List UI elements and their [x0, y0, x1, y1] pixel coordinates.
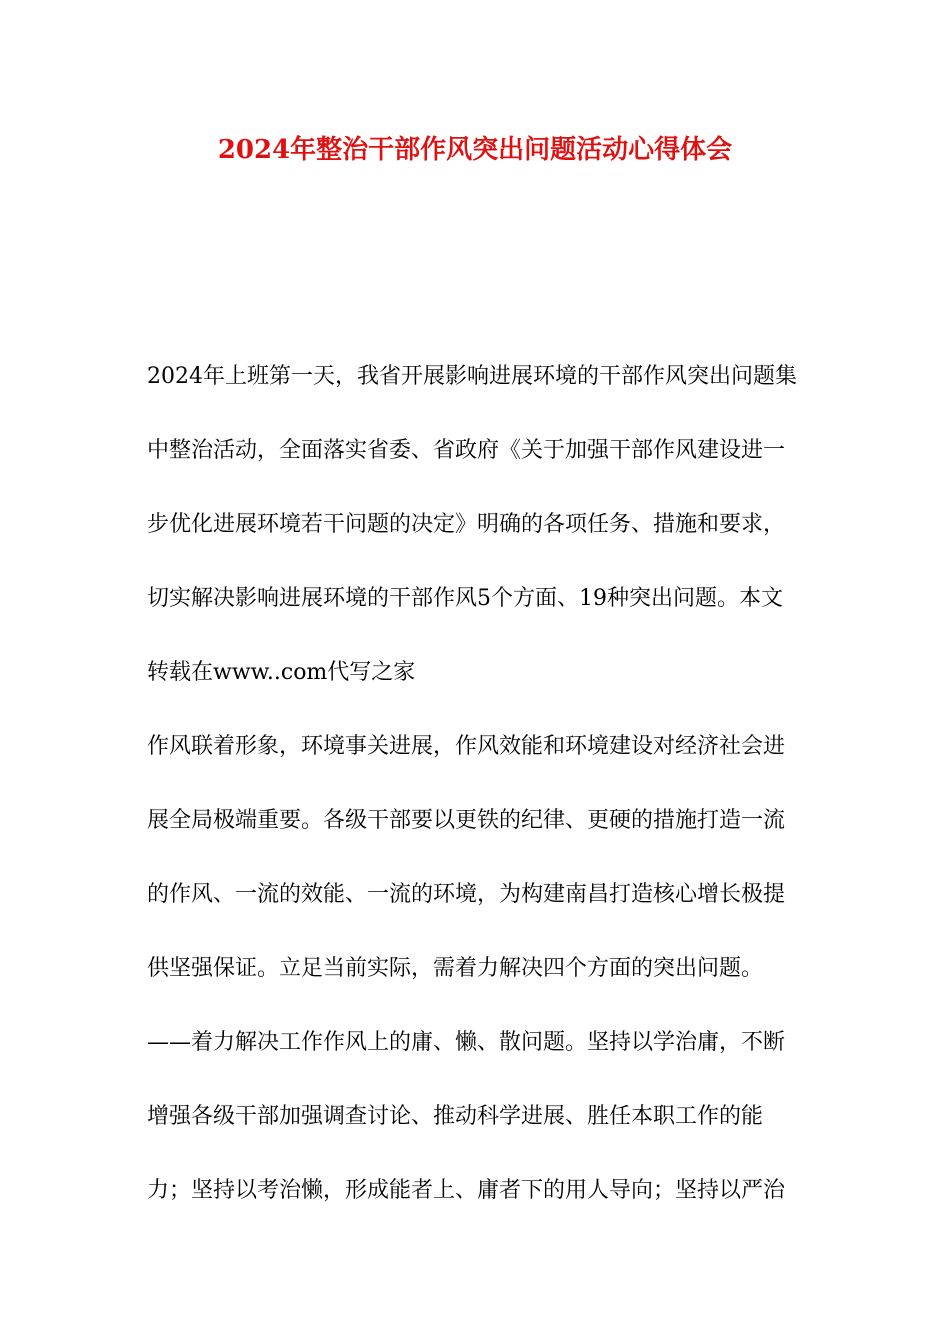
text-line: 力；坚持以考治懒，形成能者上、庸者下的用人导向；坚持以严治	[147, 1178, 786, 1203]
text-line: 供坚强保证。立足当前实际，需着力解决四个方面的突出问题。	[147, 956, 764, 981]
text-line: 步优化进展环境若干问题的决定》明确的各项任务、措施和要求，	[147, 512, 786, 537]
text-line: 的作风、一流的效能、一流的环境，为构建南昌打造核心增长极提	[147, 882, 786, 907]
text-line: ——着力解决工作作风上的庸、懒、散问题。坚持以学治庸，不断	[147, 1030, 786, 1055]
text-line: 切实解决影响进展环境的干部作风5个方面、19种突出问题。本文	[147, 586, 783, 611]
text-line: 增强各级干部加强调查讨论、推动科学进展、胜任本职工作的能	[147, 1104, 764, 1129]
document-title: 2024年整治干部作风突出问题活动心得体会	[217, 135, 733, 165]
text-line: 展全局极端重要。各级干部要以更铁的纪律、更硬的措施打造一流	[147, 808, 786, 833]
text-line: 转载在www..com代写之家	[147, 660, 416, 685]
text-line: 中整治活动，全面落实省委、省政府《关于加强干部作风建设进一	[147, 438, 786, 463]
text-line: 2024年上班第一天，我省开展影响进展环境的干部作风突出问题集	[147, 364, 797, 389]
text-line: 作风联着形象，环境事关进展，作风效能和环境建设对经济社会进	[147, 734, 786, 759]
